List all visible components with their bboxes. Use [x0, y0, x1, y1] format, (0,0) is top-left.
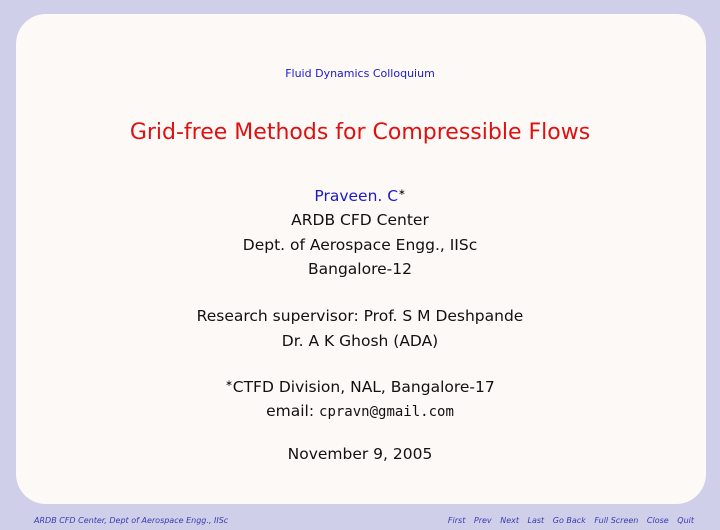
nav-next-link[interactable]: Next	[500, 516, 519, 525]
author-footnote-mark: ∗	[398, 188, 406, 198]
nav-close-link[interactable]: Close	[646, 516, 669, 525]
author-name: Praveen. C	[314, 187, 399, 205]
author-line	[0, 187, 720, 205]
email-address: cpravn@gmail.com	[319, 404, 454, 420]
nav-go-back-link[interactable]: Go Back	[552, 516, 586, 525]
footnote-mark: ∗	[225, 379, 233, 389]
co-supervisor: Dr. A K Ghosh (ADA)	[281, 332, 439, 350]
email-line	[0, 402, 720, 420]
footnote-division	[0, 378, 720, 396]
email-label: email:	[266, 402, 320, 420]
slide-panel	[16, 14, 706, 504]
nav-full-screen-link[interactable]: Full Screen	[594, 516, 639, 525]
event-name: Fluid Dynamics Colloquium	[285, 67, 435, 80]
research-supervisor: Research supervisor: Prof. S M Deshpande	[196, 307, 524, 325]
presentation-title: Grid-free Methods for Compressible Flows	[129, 120, 591, 145]
nav-quit-link[interactable]: Quit	[677, 516, 694, 525]
footer-institution: ARDB CFD Center, Dept of Aerospace Engg., IISc	[34, 516, 229, 525]
affiliation-center: ARDB CFD Center	[291, 211, 429, 229]
presentation-date: November 9, 2005	[287, 445, 433, 463]
affiliation-department: Dept. of Aerospace Engg., IISc	[242, 236, 478, 254]
nav-prev-link[interactable]: Prev	[473, 516, 492, 525]
affiliation-city: Bangalore-12	[308, 260, 412, 278]
division-text: CTFD Division, NAL, Bangalore-17	[232, 378, 495, 396]
navigation-bar	[442, 516, 694, 525]
nav-last-link[interactable]: Last	[527, 516, 545, 525]
nav-first-link[interactable]: First	[447, 516, 466, 525]
